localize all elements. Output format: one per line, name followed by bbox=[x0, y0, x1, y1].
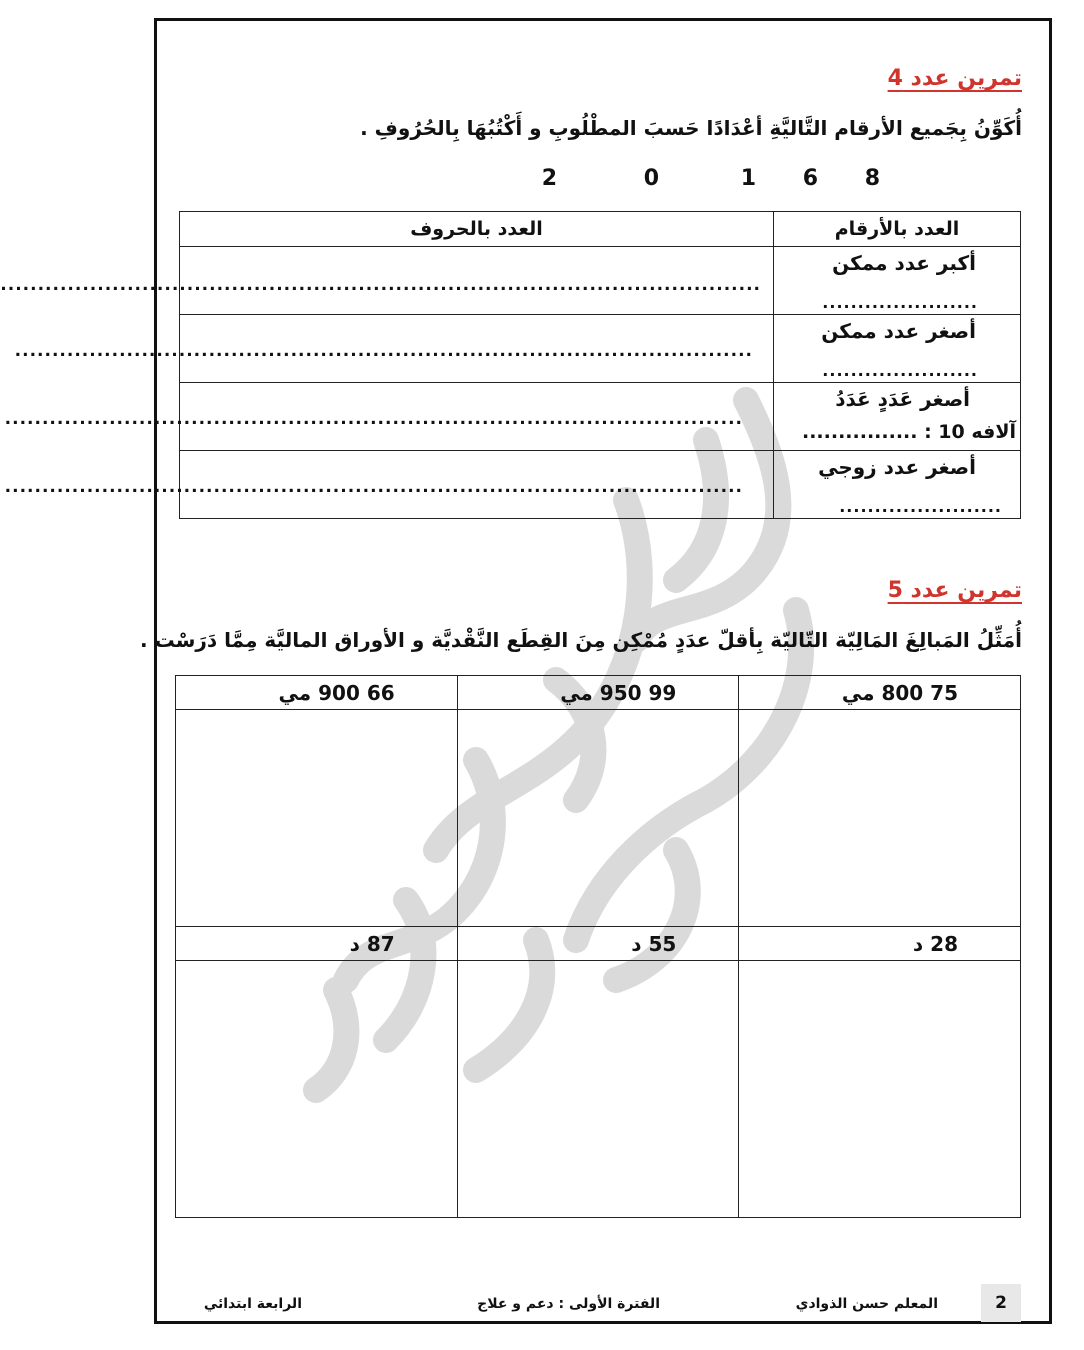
table-row bbox=[180, 383, 1021, 451]
header-number-digits: العدد بالأرقام bbox=[774, 212, 1021, 247]
answer-area[interactable] bbox=[739, 710, 1021, 927]
answer-blank[interactable]: ...................... bbox=[822, 361, 978, 380]
digit: 1 bbox=[740, 166, 756, 191]
footer-teacher: المعلم حسن الذوادي bbox=[795, 1296, 938, 1312]
answer-area[interactable] bbox=[176, 710, 458, 927]
page-number: 2 bbox=[981, 1284, 1021, 1322]
footer-period: الفترة الأولى : دعم و علاج bbox=[477, 1296, 660, 1312]
footer-grade: الرابعة ابتدائي bbox=[203, 1296, 302, 1312]
row-label: أصغر عدد ممكن bbox=[821, 319, 976, 343]
exercise-5-instruction: أُمَثِّلُ المَبالِغَ المَالِيّة التّاليّة بِأقلّ عدَدٍ مُمْكِن مِنَ القِطَع النَّقْديَّة و الأوراق الماليَّة مِمَّا دَرَسْت . bbox=[140, 628, 1022, 652]
exercise-4-instruction: أُكَوِّنُ بِجَميع الأرقام التَّاليَّةِ أعْدَادًا حَسبَ المطْلُوبِ و أَكْتُبُهَا بِالحُرُوفِ . bbox=[360, 116, 1022, 140]
row-label-continuation: آلافه 10 : ................ bbox=[801, 421, 1016, 443]
exercise-5-table bbox=[175, 675, 1021, 1218]
digit: 6 bbox=[802, 166, 818, 191]
row-label: أصغر عدد زوجي bbox=[818, 455, 976, 479]
amount-header: 99 950 مي bbox=[457, 676, 739, 710]
answer-blank[interactable]: ...................... bbox=[822, 293, 978, 312]
answer-blank[interactable]: ...................................................................................................... bbox=[0, 275, 761, 295]
answer-blank[interactable]: ....................... bbox=[839, 497, 1002, 516]
answer-blank[interactable]: ................................................................................................... bbox=[14, 341, 753, 361]
exercise-4-heading: تمرين عدد 4 bbox=[887, 66, 1022, 91]
answer-area[interactable] bbox=[457, 710, 739, 927]
table-row bbox=[180, 315, 1021, 383]
answer-area[interactable] bbox=[457, 961, 739, 1218]
amount-header: 28 د bbox=[739, 927, 1021, 961]
amount-header: 55 د bbox=[457, 927, 739, 961]
answer-blank[interactable]: ................................................................................................... bbox=[4, 409, 743, 429]
exercise-4-table bbox=[0, 211, 1021, 519]
row-label: أكبر عدد ممكن bbox=[832, 251, 976, 275]
exercise-5-heading: تمرين عدد 5 bbox=[887, 578, 1022, 603]
table-row bbox=[180, 451, 1021, 519]
header-number-words: العدد بالحروف bbox=[180, 212, 774, 247]
answer-area[interactable] bbox=[739, 961, 1021, 1218]
row-label: أصغر عَدَدٍ عَدَدُ bbox=[835, 387, 970, 411]
answer-blank[interactable]: ................................................................................................... bbox=[4, 477, 743, 497]
amount-header: 75 800 مي bbox=[739, 676, 1021, 710]
answer-area[interactable] bbox=[176, 961, 458, 1218]
digit: 2 bbox=[541, 166, 557, 191]
amount-header: 87 د bbox=[176, 927, 458, 961]
digit: 8 bbox=[864, 166, 880, 191]
digit: 0 bbox=[643, 166, 659, 191]
amount-header: 66 900 مي bbox=[176, 676, 458, 710]
table-row bbox=[180, 247, 1021, 315]
